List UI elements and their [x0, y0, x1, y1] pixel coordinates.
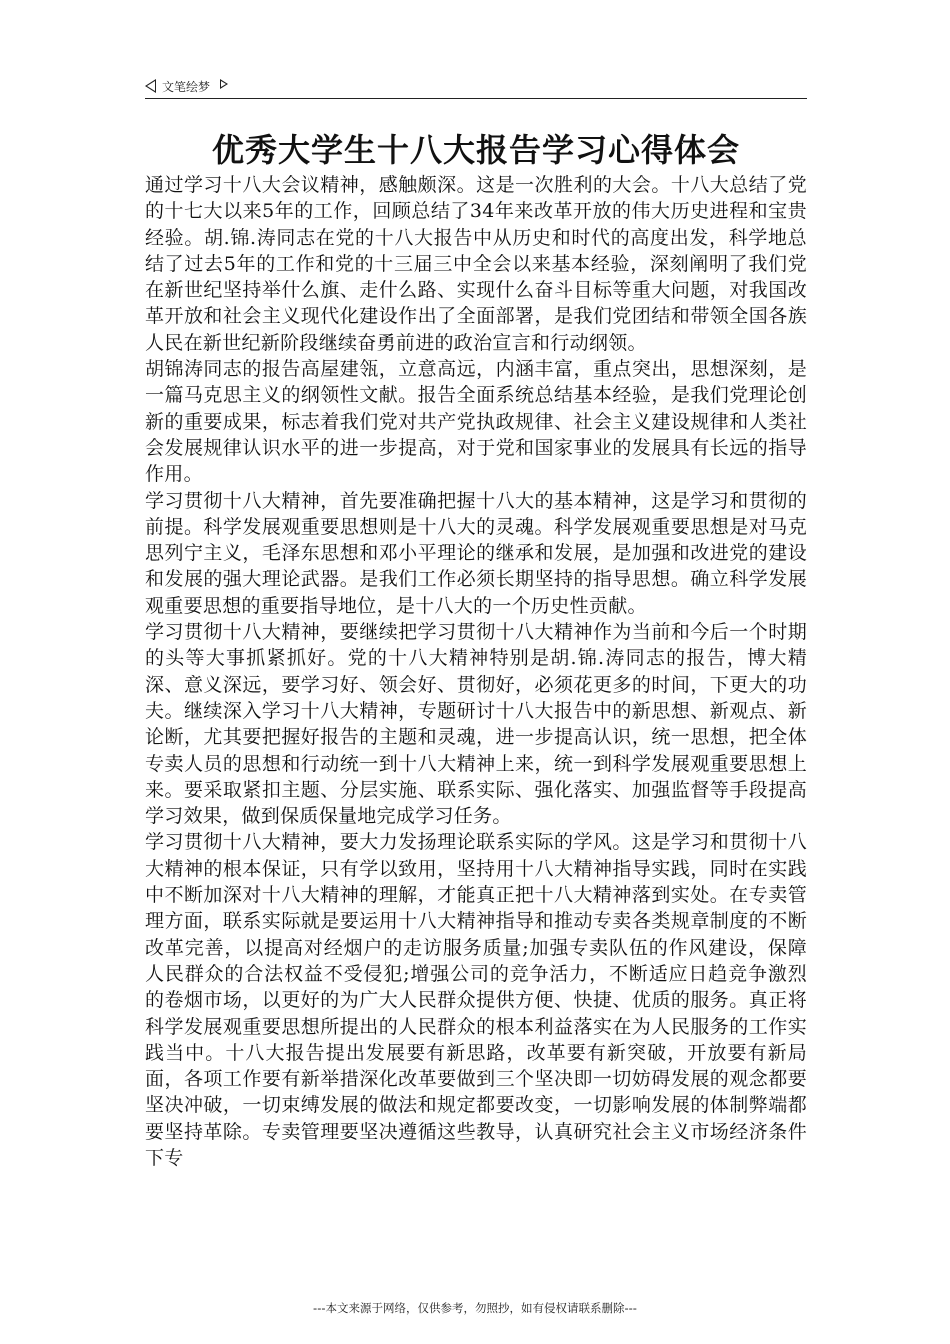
page-header: [145, 74, 807, 98]
footer-notice: ---本文来源于网络，仅供参考，勿照抄，如有侵权请联系删除---: [313, 1301, 637, 1315]
paragraph: 学习贯彻十八大精神，首先要准确把握十八大的基本精神，这是学习和贯彻的前提。科学发展观重要思想则是十八大的灵魂。科学发展观重要思想是对马克思列宁主义，毛泽东思想和邓小平理论的继承和发展，是加强和改进党的建设和发展的强大理论武器。是我们工作必须长期坚持的指导思想。确立科学发展观重要思想的重要指导地位，是十八大的一个历史性贡献。: [145, 489, 807, 617]
document-title: 优秀大学生十八大报告学习心得体会: [211, 131, 740, 169]
paragraph: 通过学习十八大会议精神，感触颇深。这是一次胜利的大会。十八大总结了党的十七大以来5年的工作，回顾总结了34年来改革开放的伟大历史进程和宝贵经验。胡.锦.涛同志在党的十八大报告中从历史和时代的高度出发，科学地总结了过去5年的工作和党的十三届三中全会以来基本经验，深刻阐明了我们党在新世纪坚持举什么旗、走什么路、实现什么奋斗目标等重大问题，对我国改革开放和社会主义现代化建设作出了全面部署，是我们党团结和带领全国各族人民在新世纪新阶段继续奋勇前进的政治宣言和行动纲领。: [145, 174, 807, 354]
document-body: [145, 172, 807, 1171]
triangle-right-icon: [220, 79, 228, 89]
paragraph: 胡锦涛同志的报告高屋建瓴，立意高远，内涵丰富，重点突出，思想深刻，是一篇马克思主义的纲领性文献。报告全面系统总结基本经验，是我们党理论创新的重要成果，标志着我们党对共产党执政规律、社会主义建设规律和人类社会发展规律认识水平的进一步提高，对于党和国家事业的发展具有长远的指导作用。: [145, 358, 807, 486]
paragraph: 学习贯彻十八大精神，要继续把学习贯彻十八大精神作为当前和今后一个时期的头等大事抓紧抓好。党的十八大精神特别是胡.锦.涛同志的报告，博大精深、意义深远，要学习好、领会好、贯彻好，必须花更多的时间，下更大的功夫。继续深入学习十八大精神，专题研讨十八大报告中的新思想、新观点、新论断，尤其要把握好报告的主题和灵魂，进一步提高认识，统一思想，把全体专卖人员的思想和行动统一到十八大精神上来，统一到科学发展观重要思想上来。要采取紧扣主题、分层实施、联系实际、强化落实、加强监督等手段提高学习效果，做到保质保量地完成学习任务。: [145, 621, 807, 828]
header-divider: [145, 98, 807, 99]
paragraph: 学习贯彻十八大精神，要大力发扬理论联系实际的学风。这是学习和贯彻十八大精神的根本保证，只有学以致用，坚持用十八大精神指导实践，同时在实践中不断加深对十八大精神的理解，才能真正把十八大精神落到实处。在专卖管理方面，联系实际就是要运用十八大精神指导和推动专卖各类规章制度的不断改革完善，以提高对经烟户的走访服务质量;加强专卖队伍的作风建设，保障人民群众的合法权益不受侵犯;增强公司的竞争活力，不断适应日趋竞争激烈的卷烟市场，以更好的为广大人民群众提供方便、快捷、优质的服务。真正将科学发展观重要思想所提出的人民群众的根本利益落实在为人民服务的工作实践当中。十八大报告提出发展要有新思路，改革要有新突破，开放要有新局面，各项工作要有新举措深化改革要做到三个坚决即一切妨碍发展的观念都要坚决冲破，一切束缚发展的做法和规定都要改变，一切影响发展的体制弊端都要坚持革除。专卖管理要坚决遵循这些教导，认真研究社会主义市场经济条件下专: [145, 831, 807, 1169]
triangle-left-icon: [145, 79, 156, 93]
header-brand: 文笔绘梦: [162, 79, 211, 94]
